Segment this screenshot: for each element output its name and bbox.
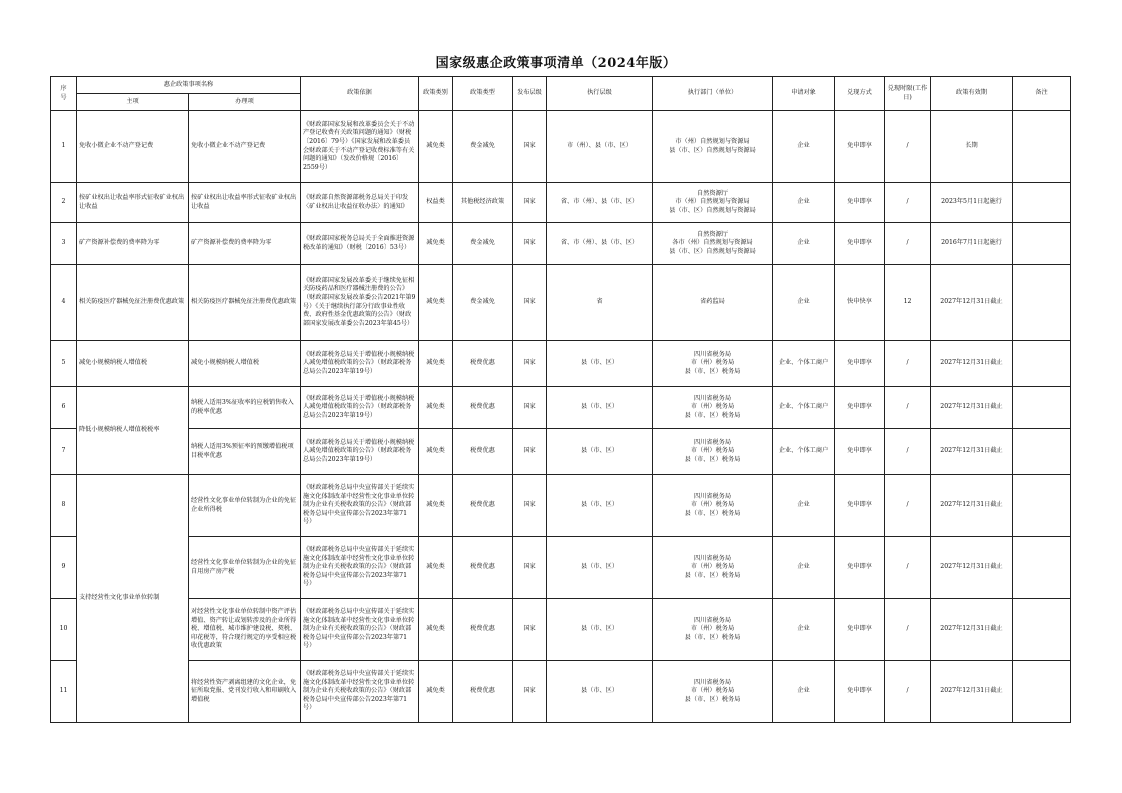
table-row — [51, 183, 1071, 223]
cell-category: 减免类 — [419, 599, 453, 661]
cell-main-item: 相关防疫医疗器械免征注册费优惠政策 — [77, 265, 189, 341]
cell-type: 税费优惠 — [453, 537, 513, 599]
table-row — [51, 599, 1071, 661]
cell-method: 免申即享 — [835, 537, 885, 599]
cell-seq: 1 — [51, 111, 77, 183]
cell-dept: 自然资源厅 各市（州）自然规划与资源局 县（市、区）自然规划与资源局 — [653, 223, 773, 265]
cell-applicant: 企业 — [773, 661, 835, 723]
cell-basis: 《财政部税务总局中央宣传部关于延续实施文化体制改革中经营性文化事业单位转制为企业有关税收政策的公告》（财政部税务总局中央宣传部公告2023年第71号） — [301, 599, 419, 661]
table-row — [51, 341, 1071, 387]
cell-basis: 《财政部国家发展改革委关于继续免征相关防疫药品和医疗器械注册费的公告》（财政部国家发展改革委公告2021年第9号）《关于继续执行部分行政事业性收费、政府性基金优惠政策的公告》（财政部国家发展改革委公告2023年第45号） — [301, 265, 419, 341]
cell-type: 税费优惠 — [453, 599, 513, 661]
header-type: 政策类型 — [453, 77, 513, 111]
cell-basis: 《财政部国家税务总局关于全面推进资源税改革的通知》（财税〔2016〕53号） — [301, 223, 419, 265]
cell-time-limit: / — [885, 537, 931, 599]
cell-method: 免申即享 — [835, 475, 885, 537]
cell-dept: 四川省税务局 市（州）税务局 县（市、区）税务局 — [653, 537, 773, 599]
header-name-group: 惠企政策事项名称 — [77, 77, 301, 94]
cell-category: 减免类 — [419, 661, 453, 723]
cell-applicant: 企业 — [773, 183, 835, 223]
cell-category: 减免类 — [419, 387, 453, 429]
cell-dept: 四川省税务局 市（州）税务局 县（市、区）税务局 — [653, 599, 773, 661]
cell-method: 免申即享 — [835, 111, 885, 183]
cell-type: 税费优惠 — [453, 387, 513, 429]
table-row — [51, 661, 1071, 723]
cell-applicant: 企业 — [773, 475, 835, 537]
cell-level: 国家 — [513, 537, 547, 599]
cell-method: 免申即享 — [835, 599, 885, 661]
cell-remark — [1013, 223, 1071, 265]
page-title: 国家级惠企政策事项清单（2024年版） — [435, 56, 677, 71]
cell-seq: 8 — [51, 475, 77, 537]
cell-level: 国家 — [513, 265, 547, 341]
cell-sub-item: 减免小规模纳税人增值税 — [189, 341, 301, 387]
cell-method: 免申即享 — [835, 183, 885, 223]
header-category: 政策类别 — [419, 77, 453, 111]
cell-time-limit: / — [885, 111, 931, 183]
cell-sub-item: 纳税人适用3%预征率的预缴增值税项目税率优惠 — [189, 429, 301, 475]
cell-main-item: 矿产资源补偿费的费率降为零 — [77, 223, 189, 265]
cell-basis: 《财政部税务总局关于增值税小规模纳税人减免增值税政策的公告》（财政部税务总局公告2023年第19号） — [301, 429, 419, 475]
cell-seq: 9 — [51, 537, 77, 599]
cell-validity: 2027年12月31日截止 — [931, 537, 1013, 599]
cell-main-item: 减免小规模纳税人增值税 — [77, 341, 189, 387]
cell-dept: 四川省税务局 市（州）税务局 县（市、区）税务局 — [653, 661, 773, 723]
cell-level: 国家 — [513, 223, 547, 265]
cell-main-item-group: 降低小规模纳税人增值税税率 — [77, 387, 189, 475]
cell-type: 费金减免 — [453, 265, 513, 341]
cell-category: 减免类 — [419, 537, 453, 599]
header-sub-item: 办理项 — [189, 94, 301, 111]
table-row — [51, 387, 1071, 429]
table-row — [51, 475, 1071, 537]
table-row — [51, 223, 1071, 265]
table-row — [51, 537, 1071, 599]
cell-sub-item: 免收小微企业不动产登记费 — [189, 111, 301, 183]
cell-remark — [1013, 475, 1071, 537]
cell-level: 国家 — [513, 387, 547, 429]
cell-type: 税费优惠 — [453, 341, 513, 387]
cell-remark — [1013, 387, 1071, 429]
cell-exec-level: 市（州）、县（市、区） — [547, 111, 653, 183]
cell-main-item: 免收小微企业不动产登记费 — [77, 111, 189, 183]
cell-exec-level: 县（市、区） — [547, 661, 653, 723]
cell-type: 税费优惠 — [453, 475, 513, 537]
cell-type: 费金减免 — [453, 111, 513, 183]
cell-remark — [1013, 341, 1071, 387]
cell-exec-level: 县（市、区） — [547, 599, 653, 661]
cell-remark — [1013, 537, 1071, 599]
cell-validity: 2027年12月31日截止 — [931, 265, 1013, 341]
header-seq: 序 号 — [51, 77, 77, 111]
cell-validity: 2016年7月1日起施行 — [931, 223, 1013, 265]
cell-seq: 2 — [51, 183, 77, 223]
cell-time-limit: / — [885, 661, 931, 723]
cell-seq: 4 — [51, 265, 77, 341]
cell-remark — [1013, 599, 1071, 661]
cell-applicant: 企业、个体工商户 — [773, 429, 835, 475]
cell-category: 减免类 — [419, 475, 453, 537]
cell-level: 国家 — [513, 475, 547, 537]
cell-remark — [1013, 429, 1071, 475]
header-dept: 执行部门（单位） — [653, 77, 773, 111]
cell-applicant: 企业 — [773, 111, 835, 183]
cell-seq: 3 — [51, 223, 77, 265]
cell-remark — [1013, 265, 1071, 341]
cell-validity: 2027年12月31日截止 — [931, 599, 1013, 661]
cell-level: 国家 — [513, 661, 547, 723]
cell-remark — [1013, 183, 1071, 223]
header-remark: 备注 — [1013, 77, 1071, 111]
cell-category: 减免类 — [419, 111, 453, 183]
cell-method: 免申即享 — [835, 661, 885, 723]
cell-applicant: 企业 — [773, 537, 835, 599]
cell-method: 免申即享 — [835, 223, 885, 265]
cell-type: 税费优惠 — [453, 661, 513, 723]
cell-type: 税费优惠 — [453, 429, 513, 475]
cell-basis: 《财政部税务总局中央宣传部关于延续实施文化体制改革中经营性文化事业单位转制为企业有关税收政策的公告》（财政部税务总局中央宣传部公告2023年第71号） — [301, 475, 419, 537]
cell-category: 减免类 — [419, 429, 453, 475]
cell-sub-item: 纳税人适用3%征收率的应税销售收入的税率优惠 — [189, 387, 301, 429]
cell-exec-level: 县（市、区） — [547, 475, 653, 537]
cell-basis: 《财政部税务总局关于增值税小规模纳税人减免增值税政策的公告》（财政部税务总局公告2023年第19号） — [301, 387, 419, 429]
cell-time-limit: / — [885, 475, 931, 537]
cell-time-limit: / — [885, 223, 931, 265]
cell-time-limit: / — [885, 183, 931, 223]
header-applicant: 申请对象 — [773, 77, 835, 111]
cell-time-limit: / — [885, 341, 931, 387]
cell-exec-level: 省、市（州）、县（市、区） — [547, 223, 653, 265]
header-time-limit: 兑现时限(工作日) — [885, 77, 931, 111]
cell-dept: 四川省税务局 市（州）税务局 县（市、区）税务局 — [653, 387, 773, 429]
cell-method: 免申即享 — [835, 429, 885, 475]
cell-category: 减免类 — [419, 341, 453, 387]
cell-validity: 2023年5月1日起施行 — [931, 183, 1013, 223]
cell-basis: 《财政部自然资源部税务总局关于印发〈矿业权出让收益征收办法〉的通知》 — [301, 183, 419, 223]
cell-dept: 省药监局 — [653, 265, 773, 341]
header-basis: 政策依据 — [301, 77, 419, 111]
cell-exec-level: 省、市（州）、县（市、区） — [547, 183, 653, 223]
cell-time-limit: / — [885, 387, 931, 429]
cell-applicant: 企业、个体工商户 — [773, 387, 835, 429]
cell-level: 国家 — [513, 429, 547, 475]
cell-dept: 市（州）自然规划与资源局 县（市、区）自然规划与资源局 — [653, 111, 773, 183]
cell-time-limit: 12 — [885, 265, 931, 341]
header-main-item: 主项 — [77, 94, 189, 111]
cell-main-item: 按矿业权出让收益率形式征收矿业权出让收益 — [77, 183, 189, 223]
cell-basis: 《财政部税务总局关于增值税小规模纳税人减免增值税政策的公告》（财政部税务总局公告2023年第19号） — [301, 341, 419, 387]
cell-basis: 《财政部国家发展和改革委员会关于不动产登记收费有关政策问题的通知》（财税〔2016〕79号）《国家发展和改革委员会财政部关于不动产登记收费标准等有关问题的通知》（发改价格规〔2016〕2559号） — [301, 111, 419, 183]
table-row — [51, 265, 1071, 341]
cell-validity: 2027年12月31日截止 — [931, 341, 1013, 387]
cell-exec-level: 县（市、区） — [547, 341, 653, 387]
cell-validity: 2027年12月31日截止 — [931, 429, 1013, 475]
table-row — [51, 111, 1071, 183]
cell-sub-item: 相关防疫医疗器械免征注册费优惠政策 — [189, 265, 301, 341]
cell-validity: 2027年12月31日截止 — [931, 475, 1013, 537]
header-validity: 政策有效期 — [931, 77, 1013, 111]
cell-basis: 《财政部税务总局中央宣传部关于延续实施文化体制改革中经营性文化事业单位转制为企业有关税收政策的公告》（财政部税务总局中央宣传部公告2023年第71号） — [301, 537, 419, 599]
header-method: 兑现方式 — [835, 77, 885, 111]
cell-sub-item: 对经营性文化事业单位转制中资产评估增值、资产转让或划转涉及的企业所得税、增值税、城市维护建设税、契税、印花税等，符合现行规定的享受相应税收优惠政策 — [189, 599, 301, 661]
cell-method: 快申快享 — [835, 265, 885, 341]
cell-exec-level: 县（市、区） — [547, 429, 653, 475]
cell-applicant: 企业 — [773, 599, 835, 661]
cell-level: 国家 — [513, 599, 547, 661]
cell-dept: 自然资源厅 市（州）自然规划与资源局 县（市、区）自然规划与资源局 — [653, 183, 773, 223]
cell-time-limit: / — [885, 429, 931, 475]
cell-exec-level: 省 — [547, 265, 653, 341]
cell-sub-item: 将经营性资产剥离组建的文化企业，免征所取党报、党刊发行收入和印刷收入增值税 — [189, 661, 301, 723]
cell-exec-level: 县（市、区） — [547, 537, 653, 599]
cell-type: 费金减免 — [453, 223, 513, 265]
cell-sub-item: 经营性文化事业单位转制为企业的免征企业所得税 — [189, 475, 301, 537]
cell-validity: 2027年12月31日截止 — [931, 661, 1013, 723]
cell-seq: 11 — [51, 661, 77, 723]
cell-seq: 7 — [51, 429, 77, 475]
table-row — [51, 429, 1071, 475]
cell-basis: 《财政部税务总局中央宣传部关于延续实施文化体制改革中经营性文化事业单位转制为企业有关税收政策的公告》（财政部税务总局中央宣传部公告2023年第71号） — [301, 661, 419, 723]
cell-validity: 2027年12月31日截止 — [931, 387, 1013, 429]
cell-seq: 10 — [51, 599, 77, 661]
cell-method: 免申即享 — [835, 387, 885, 429]
cell-level: 国家 — [513, 183, 547, 223]
cell-level: 国家 — [513, 341, 547, 387]
cell-category: 减免类 — [419, 265, 453, 341]
policy-table — [50, 76, 1071, 723]
cell-method: 免申即享 — [835, 341, 885, 387]
cell-sub-item: 矿产资源补偿费的费率降为零 — [189, 223, 301, 265]
cell-seq: 5 — [51, 341, 77, 387]
cell-category: 减免类 — [419, 223, 453, 265]
cell-dept: 四川省税务局 市（州）税务局 县（市、区）税务局 — [653, 475, 773, 537]
cell-remark — [1013, 111, 1071, 183]
cell-dept: 四川省税务局 市（州）税务局 县（市、区）税务局 — [653, 429, 773, 475]
cell-dept: 四川省税务局 市（州）税务局 县（市、区）税务局 — [653, 341, 773, 387]
cell-applicant: 企业 — [773, 223, 835, 265]
header-level: 发布层级 — [513, 77, 547, 111]
cell-sub-item: 经营性文化事业单位转制为企业的免征自用房产房产税 — [189, 537, 301, 599]
cell-seq: 6 — [51, 387, 77, 429]
cell-applicant: 企业 — [773, 265, 835, 341]
cell-remark — [1013, 661, 1071, 723]
cell-exec-level: 县（市、区） — [547, 387, 653, 429]
cell-time-limit: / — [885, 599, 931, 661]
cell-validity: 长期 — [931, 111, 1013, 183]
cell-level: 国家 — [513, 111, 547, 183]
cell-type: 其他税经济政策 — [453, 183, 513, 223]
cell-sub-item: 按矿业权出让收益率形式征收矿业权出让收益 — [189, 183, 301, 223]
header-exec-level: 执行层级 — [547, 77, 653, 111]
cell-main-item-group: 支持经营性文化事业单位转制 — [77, 475, 189, 723]
cell-applicant: 企业、个体工商户 — [773, 341, 835, 387]
cell-category: 权益类 — [419, 183, 453, 223]
